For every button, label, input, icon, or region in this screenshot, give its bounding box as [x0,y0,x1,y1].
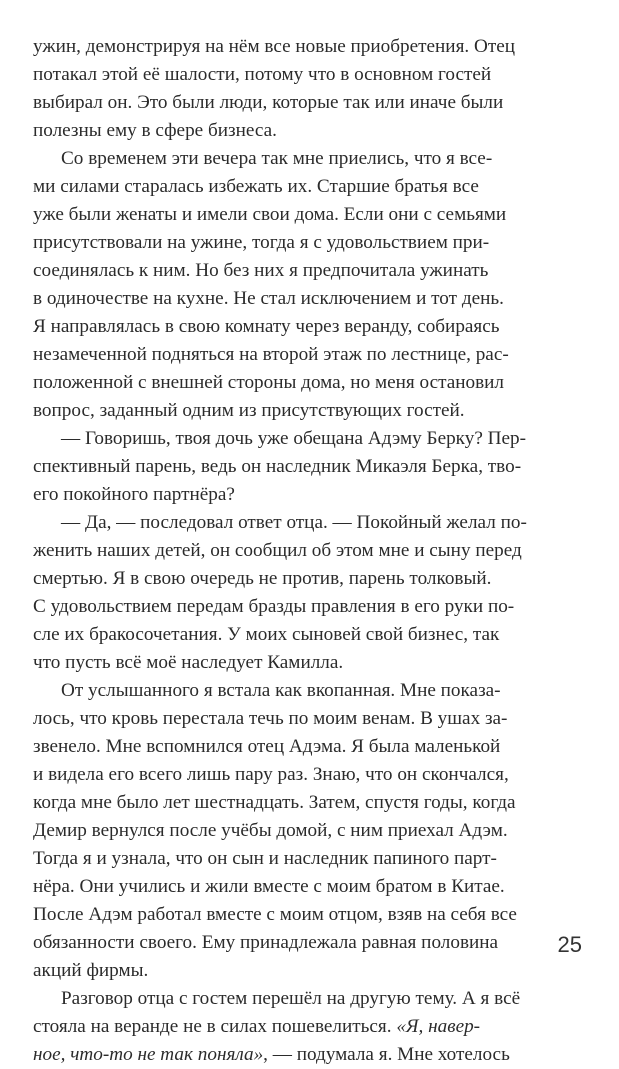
text-line: уже были женаты и имели свои дома. Если они с семьями [33,204,507,225]
text-line: С удовольствием передам бразды правления в его руки по- [33,596,515,617]
page-number: 25 [557,932,582,957]
text-line: ми силами старалась избежать их. Старшие братья все [33,176,479,197]
text-line: выбирал он. Это были люди, которые так или иначе были [33,92,504,113]
text-segment: , — подумала я. Мне хотелось [263,1044,510,1065]
text-line: Я направлялась в свою комнату через веранду, собираясь [33,316,500,337]
text-line: После Адэм работал вместе с моим отцом, взяв на себя все [33,904,517,925]
text-line: в одиночестве на кухне. Не стал исключением и тот день. [33,288,504,309]
text-line: лось, что кровь перестала течь по моим венам. В ушах за- [33,708,508,729]
text-line: присутствовали на ужине, тогда я с удовольствием при- [33,232,490,253]
text-line [33,1041,585,1069]
text-line: акций фирмы. [33,960,149,981]
text-line: соединялась к ним. Но без них я предпочитала ужинать [33,260,489,281]
text-line: потакал этой её шалости, потому что в основном гостей [33,64,492,85]
text-line: сле их бракосочетания. У моих сыновей свой бизнес, так [33,624,500,645]
text-line: полезны ему в сфере бизнеса. [33,120,277,141]
text-line: Тогда я и узнала, что он сын и наследник папиного парт- [33,848,497,869]
text-line: спективный парень, ведь он наследник Микаэля Берка, тво- [33,456,522,477]
text-line: ужин, демонстрируя на нём все новые приобретения. Отец [33,36,516,57]
text-line: положенной с внешней стороны дома, но меня остановил [33,372,504,393]
text-line: его покойного партнёра? [33,484,235,505]
italic-quote: «Я, навер- [396,1016,481,1037]
text-line: и видела его всего лишь пару раз. Знаю, что он скончался, [33,764,509,785]
text-line: обязанности своего. Ему принадлежала равная половина [33,932,499,953]
text-line: Демир вернулся после учёбы домой, с ним приехал Адэм. [33,820,508,841]
text-line: смертью. Я в свою очередь не против, парень толковый. [33,568,492,589]
text-line: — Да, — последовал ответ отца. — Покойный желал по- [61,512,527,533]
text-line: — Говоришь, твоя дочь уже обещана Адэму Берку? Пер- [61,428,526,449]
text-line: звенело. Мне вспомнился отец Адэма. Я была маленькой [33,736,501,757]
text-line: незамеченной подняться на второй этаж по лестнице, рас- [33,344,509,365]
text-line: Разговор отца с гостем перешёл на другую тему. А я всё [61,988,521,1009]
body-text [33,33,585,1069]
text-segment: стояла на веранде не в силах пошевелиться. [33,1016,397,1037]
text-line [33,1013,585,1041]
italic-quote: ное, что-то не так поняла» [33,1044,264,1065]
text-line: женить наших детей, он сообщил об этом мне и сыну перед [33,540,522,561]
text-line: вопрос, заданный одним из присутствующих гостей. [33,400,465,421]
text-line: что пусть всё моё наследует Камилла. [33,652,344,673]
text-line: нёра. Они учились и жили вместе с моим братом в Китае. [33,876,505,897]
text-line: когда мне было лет шестнадцать. Затем, спустя годы, когда [33,792,516,813]
text-line: Со временем эти вечера так мне приелись, что я все- [61,148,493,169]
text-line: От услышанного я встала как вкопанная. Мне показа- [61,680,501,701]
